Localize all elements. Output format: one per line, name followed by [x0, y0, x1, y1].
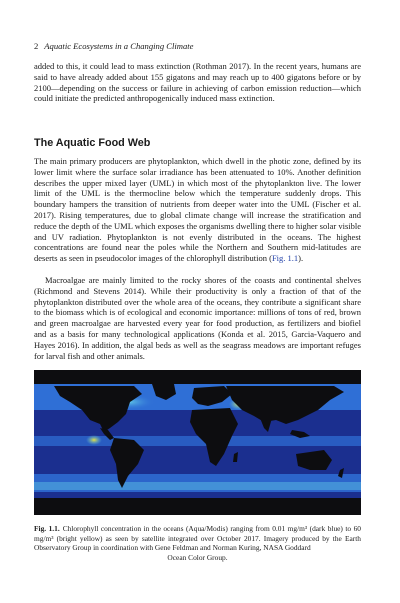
- running-head: [34, 41, 364, 52]
- caption-text: Chlorophyll concentration in the oceans (Aqua/Modis) ranging from 0.01 mg/m³ (dark blue) to 60 mg/m³ (bright yellow) as seen by satellite integrated over October 2017. Imagery produced by the Earth Observatory Group in coordination with Gene Feldman and Norman Kuring, NASA Goddard: [34, 524, 361, 553]
- page-number: 2: [34, 41, 39, 51]
- figure-caption: [34, 524, 361, 562]
- chlorophyll-world-map: [34, 370, 361, 515]
- caption-label: Fig. 1.1.: [34, 524, 60, 533]
- caption-last-line: Ocean Color Group.: [167, 552, 228, 562]
- ocean-equator-band: [34, 436, 361, 446]
- paragraph-1-text: The main primary producers are phytoplankton, which dwell in the photic zone, defined by its lower limit where the surface solar irradiance has been attenuated to 10%. Another definition describes the upper mixed layer (UML) in which most of the phytoplankton live. The lower limit of the UML is the thermocline below which the temperature suddenly drops. This boundary hampers the transition of nutrients from deeper water into the UML (Fischer et al. 2017). Rising temperatures, due to global climate change will increase the stratification and reduce the depth of the UML which exposes the organisms dwelling there to higher solar visible and UV radiation. Phytoplankton is not evenly distributed in the oceans. The highest concentrations are found near the poles while the Northern and Southern mid-latitudes are deserts as seen in pseudocolor images of the chlorophyll distribution (: [34, 156, 361, 264]
- chlorophyll-map-image: [34, 370, 361, 515]
- antarctica: [34, 498, 361, 515]
- figure-reference-link[interactable]: Fig. 1.1: [271, 253, 299, 264]
- intro-paragraph: added to this, it could lead to mass extinction (Rothman 2017). In the recent years, humans are said to have already added about 155 gigatons and may reach up to 400 gigatons before or by 2100—depending on the success or failure in achieving of carbon emission reduction—which could initiate the predicted anthropogenically induced mass extinction.: [34, 61, 361, 104]
- map-top-edge: [34, 370, 361, 384]
- body-paragraph-2: Macroalgae are mainly limited to the rocky shores of the coasts and continental shelves (Richmond and Stevens 2014). While their productivity is only a fraction of that of the phytoplankton distributed over the whole area of the oceans, they contribute a significant share to the biomass which is of ecological and economic importance: millions of tons of red, brown and green macroalgae are harvested every year for food production, as fertilizers and biofiel and as a basis for many technological applications (Konda et al. 2015, Garcia-Vaquero and Hayes 2016). In addition, the algal beds as well as the seagrass meadows are important refuges for larval fish and other animals.: [34, 275, 361, 361]
- coastal-glow: [86, 435, 102, 445]
- ocean-south-band-bright: [34, 482, 361, 490]
- section-heading: The Aquatic Food Web: [34, 137, 151, 149]
- running-title: Aquatic Ecosystems in a Changing Climate: [44, 41, 194, 51]
- paragraph-1-end: ).: [298, 253, 304, 264]
- body-paragraph-1: [34, 156, 361, 264]
